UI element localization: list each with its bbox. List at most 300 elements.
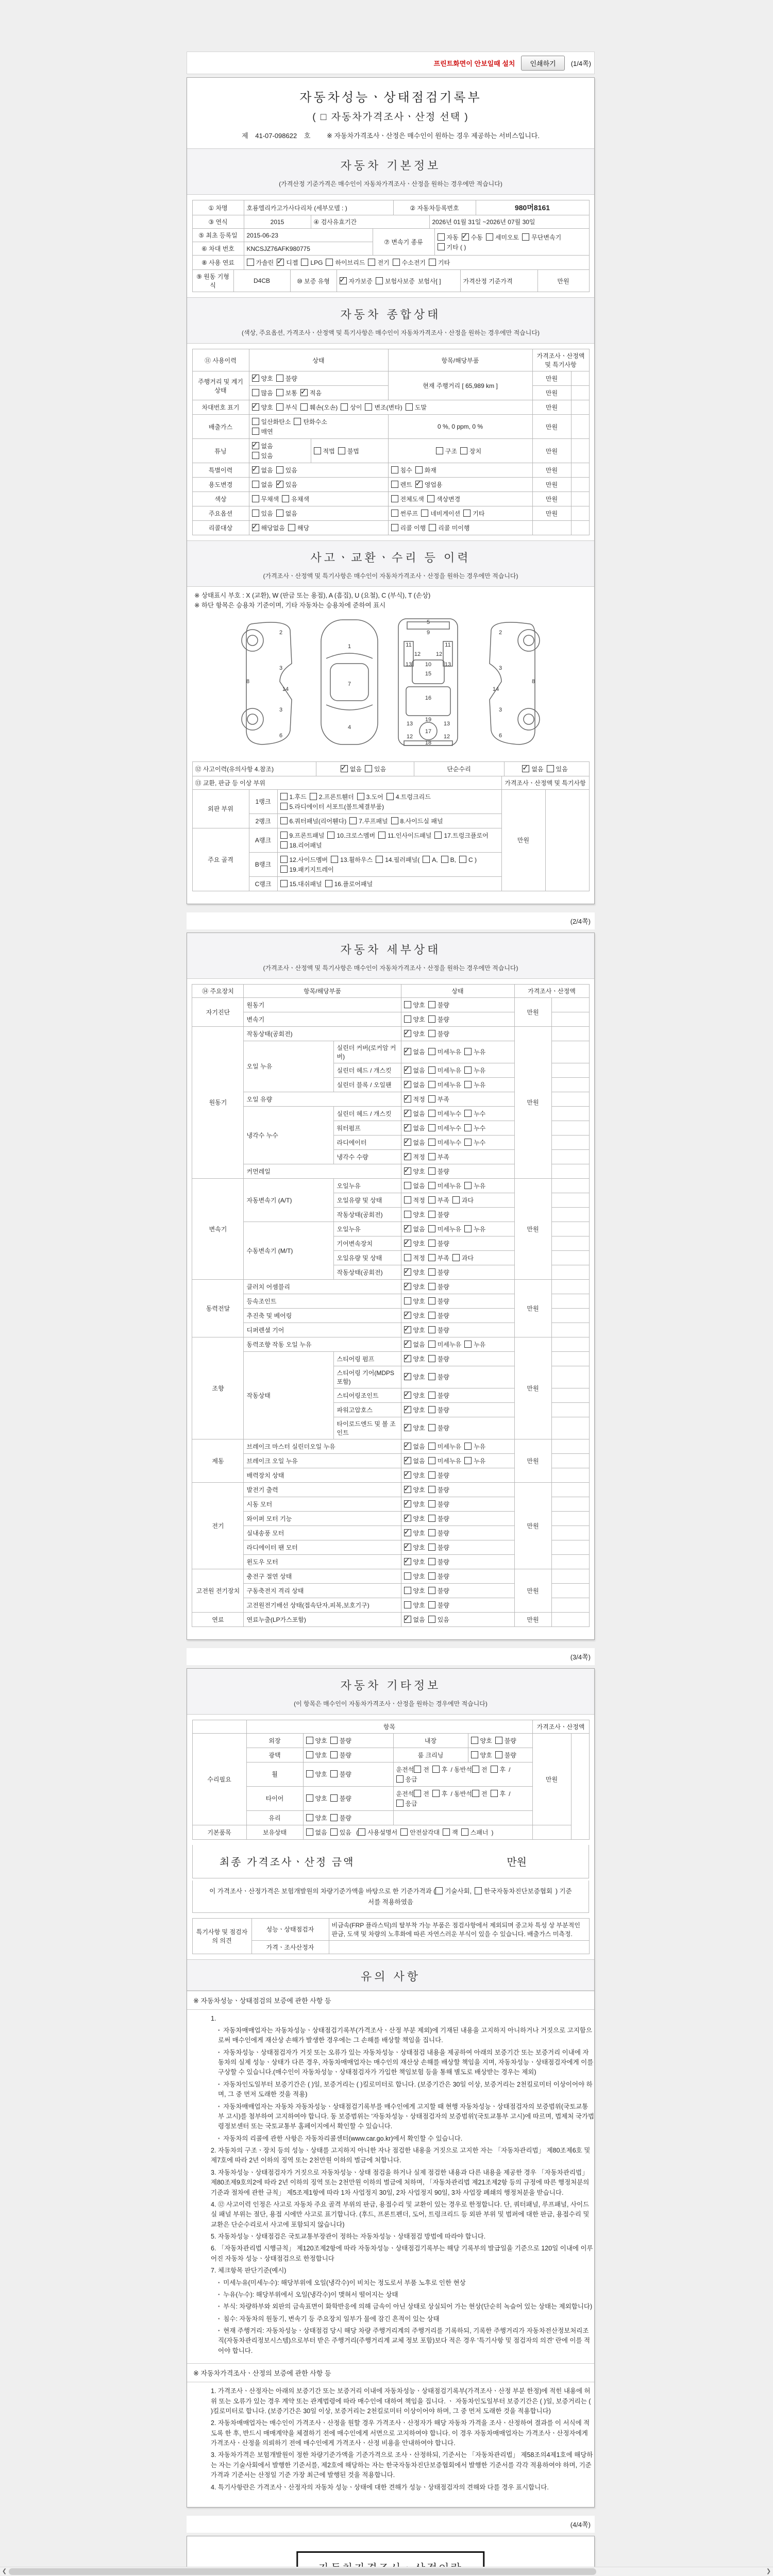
unchecked-checkbox-icon[interactable] [327, 832, 334, 839]
unchecked-checkbox-icon[interactable] [391, 817, 398, 824]
check-item[interactable]: 양호 [306, 1814, 327, 1822]
unchecked-checkbox-icon[interactable] [428, 1254, 435, 1261]
unchecked-checkbox-icon[interactable] [428, 1048, 435, 1055]
unchecked-checkbox-icon[interactable] [368, 259, 375, 266]
check-item[interactable]: 없음 [252, 480, 273, 489]
unchecked-checkbox-icon[interactable] [276, 375, 283, 382]
unchecked-checkbox-icon[interactable] [331, 856, 338, 863]
unchecked-checkbox-icon[interactable] [280, 817, 288, 824]
unchecked-checkbox-icon[interactable] [404, 1572, 411, 1580]
check-item[interactable]: 불량 [428, 1167, 449, 1176]
unchecked-checkbox-icon[interactable] [404, 1254, 411, 1261]
check-item[interactable]: 기타 ( ) [438, 243, 466, 251]
unchecked-checkbox-icon[interactable] [404, 1196, 411, 1204]
unchecked-checkbox-icon[interactable] [464, 1081, 472, 1088]
unchecked-checkbox-icon[interactable] [428, 1616, 435, 1623]
check-item[interactable]: ✓ 영업용 [415, 480, 443, 489]
unchecked-checkbox-icon[interactable] [314, 447, 321, 454]
check-item[interactable]: 부족 [428, 1253, 449, 1262]
check-item[interactable]: 자동 [438, 233, 459, 242]
check-item[interactable]: ✓ 없음 [404, 1340, 425, 1349]
check-item[interactable]: A, [423, 856, 438, 863]
check-item[interactable]: 5.라디에이터 서포트(볼트체결부품) [280, 802, 384, 811]
check-item[interactable]: 미세누유 [428, 1340, 461, 1349]
unchecked-checkbox-icon[interactable] [404, 1211, 411, 1218]
unchecked-checkbox-icon[interactable] [306, 1828, 313, 1836]
check-item[interactable]: ✓ 적음 [300, 388, 322, 397]
check-item[interactable]: ✓ 양호 [404, 1029, 425, 1038]
check-item[interactable]: 렌트 [391, 480, 412, 489]
unchecked-checkbox-icon[interactable] [428, 1500, 435, 1507]
unchecked-checkbox-icon[interactable] [429, 259, 436, 266]
check-item[interactable]: 미세누유 [428, 1225, 461, 1233]
check-item[interactable]: 8.사이드실 패널 [391, 817, 443, 825]
unchecked-checkbox-icon[interactable] [452, 1196, 460, 1204]
unchecked-checkbox-icon[interactable] [434, 832, 442, 839]
check-item[interactable]: 응급 [396, 1775, 417, 1784]
check-item[interactable]: 유채색 [282, 495, 309, 503]
check-item[interactable]: 있음 [365, 765, 386, 773]
check-item[interactable]: 미세누유 [428, 1047, 461, 1056]
check-item[interactable]: ✓ 없음 [522, 765, 543, 773]
unchecked-checkbox-icon[interactable] [428, 1283, 435, 1290]
check-item[interactable]: 불량 [428, 1372, 449, 1381]
unchecked-checkbox-icon[interactable] [404, 1001, 411, 1008]
unchecked-checkbox-icon[interactable] [406, 403, 413, 411]
unchecked-checkbox-icon[interactable] [300, 403, 308, 411]
unchecked-checkbox-icon[interactable] [472, 1766, 479, 1773]
unchecked-checkbox-icon[interactable] [428, 1558, 435, 1565]
check-item[interactable]: 응급 [396, 1799, 417, 1808]
checked-checkbox-icon[interactable] [404, 1486, 411, 1493]
checked-checkbox-icon[interactable] [404, 1312, 411, 1319]
unchecked-checkbox-icon[interactable] [491, 1766, 498, 1773]
check-item[interactable]: 11.인사이드패널 [378, 831, 431, 840]
unchecked-checkbox-icon[interactable] [428, 1312, 435, 1319]
unchecked-checkbox-icon[interactable] [438, 243, 445, 250]
unchecked-checkbox-icon[interactable] [330, 1737, 338, 1744]
check-item[interactable]: 일산화탄소 [252, 417, 291, 426]
check-item[interactable]: 무단변속기 [522, 233, 561, 242]
check-item[interactable]: 불량 [428, 1601, 449, 1609]
unchecked-checkbox-icon[interactable] [428, 1572, 435, 1580]
check-item[interactable]: 기타 [463, 509, 484, 518]
check-item[interactable]: 양호 [404, 1210, 425, 1219]
check-item[interactable]: 양호 [306, 1770, 327, 1778]
check-item[interactable]: 전기 [368, 258, 389, 267]
check-item[interactable]: 부족 [428, 1196, 449, 1205]
check-item[interactable]: ✓ 양호 [404, 1543, 425, 1552]
check-item[interactable]: ✓ 없음 [252, 466, 273, 474]
check-item[interactable]: 무채색 [252, 495, 279, 503]
check-item[interactable]: ✓ 해당없음 [252, 523, 285, 532]
checked-checkbox-icon[interactable] [404, 1616, 411, 1623]
check-item[interactable]: 불법 [338, 447, 359, 455]
unchecked-checkbox-icon[interactable] [310, 793, 317, 800]
check-item[interactable]: 후 [432, 1789, 448, 1798]
unchecked-checkbox-icon[interactable] [522, 233, 529, 241]
check-item[interactable]: ✓ 없음 [404, 1080, 425, 1089]
unchecked-checkbox-icon[interactable] [428, 1153, 435, 1160]
unchecked-checkbox-icon[interactable] [391, 466, 398, 473]
checked-checkbox-icon[interactable] [252, 375, 259, 382]
unchecked-checkbox-icon[interactable] [471, 1737, 478, 1744]
unchecked-checkbox-icon[interactable] [423, 856, 430, 863]
check-item[interactable]: 썬루프 [391, 509, 418, 518]
check-item[interactable]: ✓ 적정 [404, 1095, 425, 1104]
check-item[interactable]: ✓ 양호 [404, 1529, 425, 1537]
check-item[interactable]: 불량 [428, 1354, 449, 1363]
check-item[interactable]: 불량 [428, 1311, 449, 1320]
unchecked-checkbox-icon[interactable] [252, 510, 259, 517]
unchecked-checkbox-icon[interactable] [276, 403, 283, 411]
check-item[interactable]: 불량 [330, 1751, 351, 1759]
unchecked-checkbox-icon[interactable] [464, 1066, 472, 1074]
check-item[interactable]: 불량 [428, 1405, 449, 1414]
unchecked-checkbox-icon[interactable] [306, 1794, 313, 1802]
check-item[interactable]: 매연 [252, 427, 273, 436]
check-item[interactable]: 화재 [415, 466, 436, 474]
check-item[interactable]: 세미오토 [486, 233, 519, 242]
check-item[interactable]: 3.도어 [357, 792, 383, 801]
check-item[interactable]: 불량 [428, 1239, 449, 1248]
unchecked-checkbox-icon[interactable] [391, 481, 398, 488]
check-item[interactable]: 미세누수 [428, 1124, 461, 1132]
checked-checkbox-icon[interactable] [404, 1066, 411, 1074]
check-item[interactable]: ✓ 없음 [404, 1138, 425, 1147]
check-item[interactable]: 구조 [436, 447, 457, 455]
check-item[interactable]: ✓ 없음 [404, 1456, 425, 1465]
unchecked-checkbox-icon[interactable] [428, 1196, 435, 1204]
unchecked-checkbox-icon[interactable] [252, 428, 259, 435]
check-item[interactable]: 양호 [306, 1751, 327, 1759]
unchecked-checkbox-icon[interactable] [491, 1790, 498, 1797]
check-item[interactable]: 적법 [314, 447, 335, 455]
unchecked-checkbox-icon[interactable] [428, 1015, 435, 1023]
checked-checkbox-icon[interactable] [404, 1424, 411, 1431]
unchecked-checkbox-icon[interactable] [252, 418, 259, 425]
unchecked-checkbox-icon[interactable] [428, 1392, 435, 1399]
unchecked-checkbox-icon[interactable] [338, 447, 345, 454]
unchecked-checkbox-icon[interactable] [464, 1110, 472, 1117]
checked-checkbox-icon[interactable] [404, 1500, 411, 1507]
check-item[interactable]: ✓ 없음 [404, 1124, 425, 1132]
check-item[interactable]: 과다 [452, 1253, 474, 1262]
checked-checkbox-icon[interactable] [404, 1167, 411, 1175]
check-item[interactable]: ✓ 양호 [404, 1268, 425, 1277]
check-item[interactable]: 누유 [464, 1066, 485, 1075]
unchecked-checkbox-icon[interactable] [306, 1814, 313, 1821]
unchecked-checkbox-icon[interactable] [414, 1790, 421, 1797]
unchecked-checkbox-icon[interactable] [429, 524, 436, 531]
checked-checkbox-icon[interactable] [404, 1030, 411, 1037]
unchecked-checkbox-icon[interactable] [247, 259, 254, 266]
check-item[interactable]: 양호 [404, 1297, 425, 1306]
checked-checkbox-icon[interactable] [252, 466, 259, 473]
check-item[interactable]: ✓ 없음 [404, 1066, 425, 1075]
check-item[interactable]: 7.루프패널 [349, 817, 388, 825]
unchecked-checkbox-icon[interactable] [428, 1182, 435, 1189]
check-item[interactable]: 전체도색 [391, 495, 424, 503]
checked-checkbox-icon[interactable] [300, 389, 308, 396]
check-item[interactable]: 불량 [428, 1297, 449, 1306]
print-button[interactable]: 인쇄하기 [521, 56, 564, 71]
check-item[interactable]: 불량 [428, 1001, 449, 1009]
check-item[interactable]: 없음 [404, 1181, 425, 1190]
check-item[interactable]: 양호 [404, 1601, 425, 1609]
unchecked-checkbox-icon[interactable] [441, 856, 448, 863]
checked-checkbox-icon[interactable] [252, 524, 259, 531]
unchecked-checkbox-icon[interactable] [428, 1268, 435, 1276]
unchecked-checkbox-icon[interactable] [400, 1828, 408, 1836]
unchecked-checkbox-icon[interactable] [358, 1828, 365, 1836]
unchecked-checkbox-icon[interactable] [461, 1828, 468, 1836]
unchecked-checkbox-icon[interactable] [415, 466, 423, 473]
checked-checkbox-icon[interactable] [276, 481, 283, 488]
scroll-left-arrow[interactable]: ❮ [2, 2568, 7, 2574]
checked-checkbox-icon[interactable] [404, 1139, 411, 1146]
check-item[interactable]: 많음 [252, 388, 273, 397]
check-item[interactable]: 누유 [464, 1456, 485, 1465]
check-item[interactable]: 불량 [330, 1814, 351, 1822]
checked-checkbox-icon[interactable] [340, 277, 347, 284]
unchecked-checkbox-icon[interactable] [428, 1406, 435, 1413]
unchecked-checkbox-icon[interactable] [428, 1471, 435, 1479]
checked-checkbox-icon[interactable] [404, 1124, 411, 1131]
check-item[interactable]: ✓ 양호 [404, 1391, 425, 1400]
check-item[interactable]: 2.프론트휀더 [310, 792, 354, 801]
unchecked-checkbox-icon[interactable] [428, 1326, 435, 1333]
check-item[interactable]: 있음 [252, 509, 273, 518]
unchecked-checkbox-icon[interactable] [436, 447, 443, 454]
unchecked-checkbox-icon[interactable] [276, 389, 283, 396]
unchecked-checkbox-icon[interactable] [280, 832, 288, 839]
unchecked-checkbox-icon[interactable] [357, 793, 364, 800]
check-item[interactable]: 미세누유 [428, 1456, 461, 1465]
check-item[interactable]: 불량 [428, 1326, 449, 1334]
check-item[interactable]: 불량 [495, 1751, 516, 1759]
unchecked-checkbox-icon[interactable] [464, 1139, 472, 1146]
unchecked-checkbox-icon[interactable] [471, 1751, 478, 1758]
unchecked-checkbox-icon[interactable] [280, 793, 288, 800]
scroll-right-arrow[interactable]: ❯ [766, 2568, 771, 2574]
unchecked-checkbox-icon[interactable] [306, 1737, 313, 1744]
unchecked-checkbox-icon[interactable] [280, 866, 288, 873]
unchecked-checkbox-icon[interactable] [376, 856, 383, 863]
check-item[interactable]: 불량 [428, 1572, 449, 1581]
check-item[interactable]: 훼손(오손) [300, 403, 338, 412]
check-item[interactable]: 19.패키지트레이 [280, 865, 334, 874]
check-item[interactable]: 양호 [404, 1586, 425, 1595]
check-item[interactable]: 미세누유 [428, 1442, 461, 1451]
check-item[interactable]: 불량 [428, 1210, 449, 1219]
unchecked-checkbox-icon[interactable] [421, 510, 428, 517]
checked-checkbox-icon[interactable] [404, 1153, 411, 1160]
check-item[interactable]: 안전삼각대 [400, 1828, 440, 1837]
unchecked-checkbox-icon[interactable] [306, 1770, 313, 1777]
check-item[interactable]: 한국자동차진단보증협회 [475, 1886, 552, 1896]
check-item[interactable]: 있음 [428, 1615, 449, 1624]
checked-checkbox-icon[interactable] [404, 1081, 411, 1088]
check-item[interactable]: 18.리어패널 [280, 841, 322, 850]
check-item[interactable]: 불량 [428, 1557, 449, 1566]
check-item[interactable]: 10.크로스멤버 [327, 831, 375, 840]
checked-checkbox-icon[interactable] [404, 1544, 411, 1551]
unchecked-checkbox-icon[interactable] [282, 495, 289, 502]
unchecked-checkbox-icon[interactable] [280, 880, 288, 887]
check-item[interactable]: LPG [301, 259, 323, 266]
check-item[interactable]: 불량 [428, 1268, 449, 1277]
check-item[interactable]: 누수 [464, 1109, 485, 1118]
unchecked-checkbox-icon[interactable] [464, 1124, 472, 1131]
checked-checkbox-icon[interactable] [404, 1095, 411, 1103]
unchecked-checkbox-icon[interactable] [428, 1124, 435, 1131]
checked-checkbox-icon[interactable] [404, 1341, 411, 1348]
checked-checkbox-icon[interactable] [404, 1392, 411, 1399]
checked-checkbox-icon[interactable] [277, 259, 284, 266]
check-item[interactable]: ✓ 수동 [462, 233, 483, 242]
check-item[interactable]: 불량 [276, 374, 297, 383]
check-item[interactable]: ✓ 없음 [341, 765, 362, 773]
check-item[interactable]: 양호 [306, 1794, 327, 1803]
check-item[interactable]: 미세누유 [428, 1080, 461, 1089]
check-item[interactable]: 불량 [330, 1770, 351, 1778]
check-item[interactable]: 장치 [460, 447, 481, 455]
check-item[interactable]: 미세누수 [428, 1109, 461, 1118]
checked-checkbox-icon[interactable] [404, 1110, 411, 1117]
check-item[interactable]: 누유 [464, 1225, 485, 1233]
check-item[interactable]: 변조(변타) [365, 403, 402, 412]
checked-checkbox-icon[interactable] [404, 1373, 411, 1380]
check-item[interactable]: 있음 [547, 765, 568, 773]
check-item[interactable]: 네비게이션 [421, 509, 460, 518]
unchecked-checkbox-icon[interactable] [427, 495, 434, 502]
unchecked-checkbox-icon[interactable] [330, 1751, 338, 1758]
check-item[interactable]: 미세누유 [428, 1181, 461, 1190]
check-item[interactable]: 불량 [428, 1586, 449, 1595]
checked-checkbox-icon[interactable] [404, 1240, 411, 1247]
unchecked-checkbox-icon[interactable] [464, 1048, 472, 1055]
unchecked-checkbox-icon[interactable] [428, 1066, 435, 1074]
unchecked-checkbox-icon[interactable] [495, 1737, 502, 1744]
check-item[interactable]: 불량 [428, 1015, 449, 1024]
checked-checkbox-icon[interactable] [404, 1268, 411, 1276]
unchecked-checkbox-icon[interactable] [428, 1167, 435, 1175]
unchecked-checkbox-icon[interactable] [391, 495, 398, 502]
check-item[interactable]: 해당 [288, 523, 309, 532]
unchecked-checkbox-icon[interactable] [428, 1030, 435, 1037]
unchecked-checkbox-icon[interactable] [349, 817, 357, 824]
check-item[interactable]: ✓ 적정 [404, 1153, 425, 1161]
unchecked-checkbox-icon[interactable] [280, 803, 288, 810]
unchecked-checkbox-icon[interactable] [301, 259, 308, 266]
unchecked-checkbox-icon[interactable] [464, 1457, 472, 1464]
checked-checkbox-icon[interactable] [404, 1443, 411, 1450]
check-item[interactable]: 불량 [428, 1471, 449, 1480]
checked-checkbox-icon[interactable] [404, 1225, 411, 1232]
unchecked-checkbox-icon[interactable] [393, 259, 400, 266]
unchecked-checkbox-icon[interactable] [341, 403, 348, 411]
check-item[interactable]: ✓ 양호 [404, 1485, 425, 1494]
check-item[interactable]: 양호 [404, 1001, 425, 1009]
check-item[interactable]: ✓양호 [252, 374, 273, 383]
check-item[interactable]: ✓없음 [252, 442, 273, 450]
check-item[interactable]: 미세누수 [428, 1138, 461, 1147]
check-item[interactable]: 부족 [428, 1095, 449, 1104]
checked-checkbox-icon[interactable] [252, 403, 259, 411]
unchecked-checkbox-icon[interactable] [435, 1887, 443, 1894]
unchecked-checkbox-icon[interactable] [428, 1587, 435, 1594]
check-item[interactable]: 불량 [330, 1794, 351, 1803]
unchecked-checkbox-icon[interactable] [391, 524, 398, 531]
check-item[interactable]: 색상변경 [427, 495, 460, 503]
unchecked-checkbox-icon[interactable] [252, 452, 259, 459]
unchecked-checkbox-icon[interactable] [432, 1790, 440, 1797]
check-item[interactable]: ✓ 양호 [404, 1354, 425, 1363]
check-item[interactable]: ✓ 양호 [404, 1167, 425, 1176]
check-item[interactable]: ✓ 양호 [404, 1405, 425, 1414]
checked-checkbox-icon[interactable] [522, 765, 529, 772]
unchecked-checkbox-icon[interactable] [428, 1544, 435, 1551]
checked-checkbox-icon[interactable] [341, 765, 348, 772]
check-item[interactable]: 불량 [428, 1282, 449, 1291]
check-item[interactable]: C ) [459, 856, 477, 863]
unchecked-checkbox-icon[interactable] [438, 233, 445, 241]
unchecked-checkbox-icon[interactable] [280, 856, 288, 863]
check-item[interactable]: 양호 [404, 1572, 425, 1581]
unchecked-checkbox-icon[interactable] [428, 1081, 435, 1088]
unchecked-checkbox-icon[interactable] [252, 481, 259, 488]
check-item[interactable]: 전 [472, 1765, 488, 1774]
horizontal-scrollbar[interactable] [0, 2567, 773, 2576]
check-item[interactable]: 13.휠하우스 [331, 855, 373, 864]
check-item[interactable]: 1.후드 [280, 792, 307, 801]
unchecked-checkbox-icon[interactable] [472, 1790, 479, 1797]
check-item[interactable]: 리콜 미이행 [429, 523, 469, 532]
check-item[interactable]: 부식 [276, 403, 297, 412]
unchecked-checkbox-icon[interactable] [386, 793, 394, 800]
check-item[interactable]: 미세누유 [428, 1066, 461, 1075]
check-item[interactable]: 기술사회, [435, 1886, 472, 1896]
unchecked-checkbox-icon[interactable] [276, 510, 283, 517]
unchecked-checkbox-icon[interactable] [252, 389, 259, 396]
unchecked-checkbox-icon[interactable] [428, 1529, 435, 1536]
unchecked-checkbox-icon[interactable] [428, 1355, 435, 1362]
scrollbar-thumb[interactable] [9, 2568, 596, 2575]
check-item[interactable]: 전 [414, 1765, 429, 1774]
unchecked-checkbox-icon[interactable] [330, 1770, 338, 1777]
check-item[interactable]: 불량 [428, 1423, 449, 1432]
unchecked-checkbox-icon[interactable] [428, 1001, 435, 1008]
check-item[interactable]: ✓ 양호 [404, 1311, 425, 1320]
check-item[interactable]: 불량 [428, 1514, 449, 1523]
check-item[interactable]: ✓ 양호 [404, 1282, 425, 1291]
check-item[interactable]: 후 [491, 1765, 506, 1774]
unchecked-checkbox-icon[interactable] [404, 1587, 411, 1594]
check-item[interactable]: ✓ 양호 [404, 1514, 425, 1523]
check-item[interactable]: ✓양호 [404, 1423, 425, 1432]
check-item[interactable]: 6.쿼터패널(리어휀다) [280, 817, 347, 825]
checked-checkbox-icon[interactable] [462, 233, 469, 241]
unchecked-checkbox-icon[interactable] [428, 1486, 435, 1493]
check-item[interactable]: ✓ 없음 [404, 1442, 425, 1451]
unchecked-checkbox-icon[interactable] [464, 1341, 472, 1348]
check-item[interactable]: 리콜 이행 [391, 523, 426, 532]
check-item[interactable]: 양호 [471, 1736, 492, 1745]
check-item[interactable]: 9.프론트패널 [280, 831, 325, 840]
check-item[interactable]: 사용설명서 [358, 1828, 397, 1837]
check-item[interactable]: 16.플로어패널 [325, 879, 373, 888]
